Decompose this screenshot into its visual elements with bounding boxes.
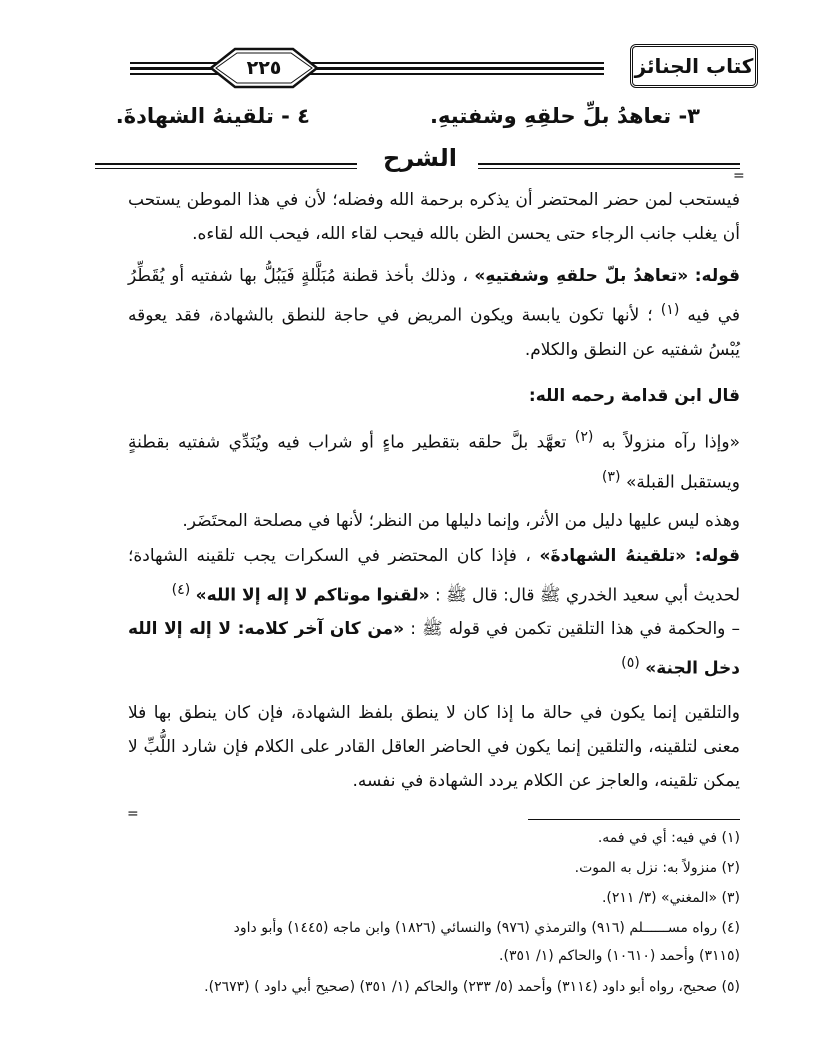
paragraph-2 [128, 259, 740, 367]
footnote-1: (١) في فيه: أي في فمه. [597, 830, 740, 846]
equals-mark-bottom: = [127, 806, 139, 822]
paragraph-4 [128, 420, 740, 499]
paragraph-1 [128, 183, 740, 251]
footnote-3: (٣) «المغني» (٣/ ٢١١). [601, 890, 740, 906]
quote-ibn-qudama-b: تعهَّد بلَّ حلقه بتقطير ماءٍ أو شراب فيه ويُنَدِّي شفتيه بقطنةٍ ويستقبل القبلة» [128, 432, 740, 493]
paragraph-6-text: ، فإذا كان المحتضر في السكرات يجب تلقينه الشهادة؛ لحديث أبي سعيد الخدري ﷺ قال: قال ﷺ : [128, 546, 740, 606]
paragraph-3: قال ابن قدامة رحمه الله: [528, 386, 740, 406]
ref-1: (١) [660, 302, 680, 318]
paragraph-2-text: ، وذلك بأخذ قطنة مُبَلَّلةٍ فَيَبُلُّ بها شفتيه أو يُقَطِّرُ في فيه [128, 266, 741, 326]
qawluhu-label-2: قوله: [694, 546, 741, 566]
paragraph-1-text: فيستحب لمن حضر المحتضر أن يذكره برحمة الله وفضله؛ لأن في هذا الموطن يستحب أن يغلب جانب الرجاء حتى يحسن الظن بالله فيحب لقاء الله، فيحب الله لقاءه. [128, 190, 740, 244]
item-3-title: ٣- تعاهدُ بلِّ حلقِهِ وشفتيهِ. [430, 104, 700, 128]
paragraph-7 [128, 612, 740, 686]
qawluhu-label: قوله: [694, 266, 741, 286]
footnote-5: (٥) صحيح، رواه أبو داود (٣١١٤) وأحمد (٥/ ٢٣٣) والحاكم (١/ ٣٥١) (صحيح أبي داود ) (٢٦٧٣). [204, 979, 740, 995]
header-rule-mid [130, 67, 604, 70]
sharh-rule-left [95, 163, 357, 165]
quote-taahud: «تعاهدُ بلّ حلقهِ وشفتيهِ» [474, 266, 689, 286]
quote-ibn-qudama-a: «وإذا رآه منزولاً به [601, 432, 741, 453]
paragraph-6 [128, 539, 740, 613]
sharh-rule-right-2 [478, 168, 740, 169]
paragraph-7-text: – والحكمة في هذا التلقين تكمن في قوله ﷺ : [410, 619, 740, 639]
paragraph-5: وهذه ليس عليها دليل من الأثر، وإنما دليلها من النظر؛ لأنها في مصلحة المحتَضَر. [182, 511, 740, 531]
footnote-2: (٢) منزولاً به: نزل به الموت. [574, 860, 740, 876]
footnote-4b: (٣١١٥) وأحمد (١٠٦١٠) والحاكم (١/ ٣٥١). [499, 948, 740, 964]
sharh-rule-left-2 [95, 168, 357, 169]
footnote-separator [528, 819, 740, 820]
paragraph-8 [128, 696, 740, 798]
page-number: ٢٢٥ [246, 57, 282, 79]
item-4-title: ٤ - تلقينهُ الشهادةَ. [115, 104, 310, 128]
paragraph-2-rest: ؛ لأنها تكون يابسة ويكون المريض في حاجة للنطق بالشهادة، فقد يعوقه يُبْسُ شفتيه عن النطق والكلام. [128, 305, 740, 360]
hadith-man-kana: «من كان آخر كلامه: لا إله إلا الله دخل الجنة» [128, 619, 740, 679]
sharh-heading: الشرح [383, 144, 457, 172]
ref-3: (٣) [601, 468, 621, 485]
paragraph-8-text: والتلقين إنما يكون في حالة ما إذا كان لا ينطق بلفظ الشهادة، فإن كان ينطق بها فلا معنى لتلقينه، والتلقين إنما يكون في الحاضر العاقل القادر على الكلام فإن شارد اللُّبِّ لا يمكن تلقينه، والعاجز عن الكلام يردد الشهادة في نفسه. [128, 703, 740, 791]
ref-2: (٢) [574, 429, 594, 445]
ref-5: (٥) [621, 655, 640, 671]
ref-4: (٤) [171, 582, 191, 598]
book-title: كتاب الجنائز [630, 44, 758, 88]
header-rule-bottom [130, 73, 604, 75]
quote-talqin: «تلقينهُ الشهادةَ» [539, 546, 687, 566]
equals-mark-top: = [733, 168, 745, 184]
sharh-rule-right [478, 163, 740, 165]
footnote-4a: (٤) رواه مســــــلم (٩١٦) والترمذي (٩٧٦) والنسائي (١٨٢٦) وابن ماجه (١٤٤٥) وأبو داود [233, 920, 740, 936]
header-rule-top [130, 62, 604, 64]
hadith-laqqinu: «لقنوا موتاكم لا إله إلا الله» [195, 585, 430, 606]
